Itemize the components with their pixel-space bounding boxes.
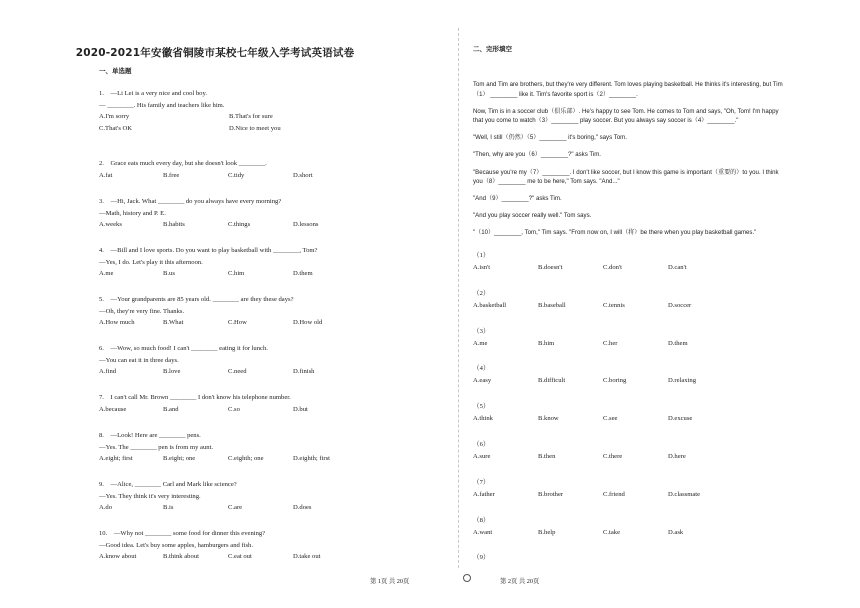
question-reply: —Math, history and P. E.	[99, 209, 166, 217]
question-stem: 9. —Alice, ________ Carl and Mark like science?	[99, 481, 237, 488]
answer-option[interactable]: A.want	[473, 528, 493, 536]
question-reply: —You can eat it in three days.	[99, 356, 179, 364]
option-row	[99, 551, 429, 563]
answer-option[interactable]: D.eighth; first	[293, 455, 330, 462]
page-number-right: 第 2页 共 20页	[500, 578, 540, 585]
answer-option[interactable]: C.eat out	[228, 553, 252, 560]
answer-option[interactable]: A.weeks	[99, 221, 122, 228]
answer-option[interactable]: C.That's OK	[99, 124, 133, 132]
question-3	[99, 196, 429, 231]
cloze-number: （5）	[473, 403, 490, 411]
passage-paragraph	[473, 168, 833, 187]
answer-option[interactable]: D.lessons	[293, 221, 319, 228]
option-row	[473, 300, 833, 312]
answer-option[interactable]: D.does	[293, 504, 312, 511]
answer-option[interactable]: A.think	[473, 415, 493, 423]
cloze-number: （7）	[473, 478, 490, 486]
answer-option[interactable]: B.free	[163, 171, 180, 179]
option-row	[473, 413, 833, 425]
question-stem: 3. —Hi, Jack. What ________ do you always have every morning?	[99, 198, 282, 205]
answer-option[interactable]: A.know about	[99, 553, 137, 560]
answer-option[interactable]: A.me	[473, 339, 488, 347]
passage-line: "And（9）________?" asks Tim.	[473, 195, 562, 203]
option-row	[99, 268, 429, 280]
option-row	[473, 375, 833, 387]
cloze-question-5	[473, 401, 833, 425]
passage-line: "（10）________, Tom," Tim says. "From now on, I will（将）be there when you play basketball games."	[473, 229, 757, 237]
passage-line: "And you play soccer really well." Tom says.	[473, 212, 592, 220]
passage-line: "Well, I still（仍然）（5）________ it's boring," says Tom.	[473, 134, 627, 142]
answer-option[interactable]: A.sure	[473, 453, 491, 460]
cloze-question-8	[473, 515, 833, 539]
question-stem: 6. —Wow, so much food! I can't ________ eating it for lunch.	[99, 345, 268, 352]
answer-option[interactable]: C.her	[603, 339, 618, 347]
option-row	[99, 219, 429, 231]
question-10	[99, 528, 429, 563]
cloze-question-3	[473, 326, 833, 350]
answer-option[interactable]: C.take	[603, 528, 621, 536]
option-row	[99, 366, 429, 378]
question-stem: 8. —Look! Here are ________ pens.	[99, 432, 201, 439]
question-reply: —Yes. They think it's very interesting.	[99, 492, 201, 500]
passage-line: Now, Tim is in a soccer club（俱乐部）. He's happy to see Tom. He comes to Tom and says, "Oh, Tom! I'm happy	[473, 107, 779, 115]
answer-option[interactable]: C.tidy	[228, 171, 245, 179]
question-9	[99, 479, 429, 514]
answer-option[interactable]: D.soccer	[668, 301, 692, 309]
passage-paragraph	[473, 194, 833, 204]
passage-paragraph	[473, 211, 833, 221]
answer-option[interactable]: C.How	[228, 319, 247, 326]
question-6	[99, 343, 429, 378]
answer-option[interactable]: A.basketball	[473, 301, 507, 309]
answer-option[interactable]: C.don't	[603, 264, 622, 271]
passage-paragraph	[473, 107, 833, 126]
answer-option[interactable]: D.finish	[293, 368, 315, 375]
fold-mark-icon	[463, 574, 471, 582]
section-heading-cloze: 二、完形填空	[473, 45, 512, 53]
option-row	[99, 502, 429, 514]
passage-line: "Because you're my（7）________. I don't like soccer, but I know this game is important（重要的）to you. I think	[473, 168, 779, 176]
exam-title: 2020-2021年安徽省铜陵市某校七年级入学考试英语试卷	[75, 47, 355, 59]
question-stem: 7. I can't call Mr. Brown ________ I don't know his telephone number.	[99, 394, 291, 401]
answer-option[interactable]: B.baseball	[538, 301, 566, 309]
answer-option[interactable]: B.love	[163, 368, 181, 375]
answer-option[interactable]: A.father	[473, 490, 495, 498]
answer-option[interactable]: C.friend	[603, 490, 625, 498]
cloze-number: （8）	[473, 516, 490, 524]
cloze-number: （4）	[473, 365, 490, 373]
question-stem: 2. Grace eats much every day, but she doesn't look ________.	[99, 160, 267, 167]
answer-option[interactable]: A.easy	[473, 377, 492, 385]
question-stem: 4. —Bill and I love sports. Do you want to play basketball with ________, Tom?	[99, 247, 318, 254]
option-row	[473, 451, 833, 463]
option-row	[99, 170, 429, 182]
answer-option[interactable]: B.difficult	[538, 377, 566, 385]
passage-line: that you come to watch（3）________ play soccer. But you always say soccer is（4）________."	[473, 117, 739, 125]
answer-option[interactable]: C.there	[603, 453, 623, 460]
cloze-number: （2）	[473, 289, 490, 297]
passage-paragraph	[473, 133, 833, 143]
option-row	[473, 489, 833, 501]
cloze-question-7	[473, 477, 833, 501]
answer-option[interactable]: C.tennis	[603, 301, 625, 309]
passage-line: （1） ________ like it. Tim's favorite sport is（2）________.	[473, 90, 638, 98]
answer-option[interactable]: B.habits	[163, 221, 185, 228]
answer-option[interactable]: B.help	[538, 528, 556, 536]
answer-option[interactable]: A.isn't	[473, 264, 491, 271]
cloze-question-9	[473, 552, 833, 564]
answer-option[interactable]: C.so	[228, 405, 240, 413]
answer-option[interactable]: C.him	[228, 270, 245, 277]
answer-option[interactable]: D.them	[293, 270, 313, 277]
answer-option[interactable]: B.is	[163, 504, 174, 511]
answer-option[interactable]: A.find	[99, 368, 117, 375]
answer-option[interactable]: D.take out	[293, 553, 321, 560]
answer-option[interactable]: D.Nice to meet you	[229, 124, 281, 132]
option-row	[473, 262, 833, 274]
cloze-question-4	[473, 363, 833, 387]
question-8	[99, 430, 429, 465]
passage-line: Tom and Tim are brothers, but they're very different. Tom loves playing basketball. He thinks it's interesting, but Tim	[473, 81, 783, 88]
answer-option[interactable]: D.ask	[668, 528, 684, 536]
cloze-number: （9）	[473, 554, 490, 562]
question-reply: —Good idea. Let's buy some apples, hamburgers and fish.	[99, 541, 253, 549]
page-number-left: 第 1页 共 20页	[370, 578, 410, 585]
passage-paragraph	[473, 228, 833, 238]
option-row	[99, 404, 429, 416]
answer-option[interactable]: C.are	[228, 504, 243, 511]
question-reply: — ________. His family and teachers like him.	[99, 101, 225, 109]
answer-option[interactable]: B.then	[538, 453, 556, 460]
answer-option[interactable]: A.me	[99, 270, 114, 277]
answer-option[interactable]: B.him	[538, 339, 555, 347]
answer-option[interactable]: D.them	[668, 339, 688, 347]
answer-option[interactable]: D.but	[293, 405, 308, 413]
question-stem: 10. —Why not ________ some food for dinner this evening?	[99, 530, 266, 537]
answer-option[interactable]: A.I'm sorry	[99, 113, 130, 120]
answer-option[interactable]: B.know	[538, 415, 559, 423]
cloze-question-2	[473, 288, 833, 312]
question-stem: 5. —Your grandparents are 85 years old. ________ are they these days?	[99, 296, 294, 303]
answer-option[interactable]: B.eight; one	[163, 455, 196, 462]
answer-option[interactable]: A.fat	[99, 171, 113, 179]
passage-paragraph	[473, 150, 833, 160]
cloze-number: （3）	[473, 327, 490, 335]
answer-option[interactable]: D.can't	[668, 264, 687, 271]
option-row	[99, 123, 429, 135]
question-reply: —Yes. The ________ pen is from my aunt.	[99, 443, 214, 451]
passage-line: "Then, why are you（6）________?" asks Tim.	[473, 151, 601, 159]
answer-option[interactable]: C.things	[228, 221, 251, 228]
answer-option[interactable]: B.doesn't	[538, 264, 563, 271]
answer-option[interactable]: B.think about	[163, 553, 199, 560]
section-heading-single-choice: 一、单选题	[99, 67, 132, 75]
answer-option[interactable]: C.eighth; one	[228, 455, 264, 462]
answer-option[interactable]: A.eight; first	[99, 455, 133, 462]
answer-option[interactable]: B.us	[163, 270, 175, 277]
option-row	[473, 338, 833, 350]
cloze-passage	[473, 80, 833, 238]
passage-paragraph	[473, 80, 833, 99]
answer-option[interactable]: C.boring	[603, 377, 627, 385]
answer-option[interactable]: B.That's for sure	[229, 113, 273, 120]
answer-option[interactable]: A.because	[99, 405, 127, 413]
answer-option[interactable]: A.How much	[99, 319, 135, 326]
answer-option[interactable]: D.here	[668, 453, 686, 460]
option-row	[99, 317, 429, 329]
question-1	[99, 88, 429, 134]
answer-option[interactable]: B.What	[163, 319, 184, 326]
answer-option[interactable]: D.classmate	[668, 490, 701, 498]
answer-option[interactable]: C.see	[603, 415, 618, 423]
passage-line: you（8）________ me to be here," Tom says. "And..."	[473, 178, 620, 186]
question-stem: 1. —Li Lei is a very nice and cool boy.	[99, 90, 207, 97]
question-reply: —Yes, I do. Let's play it this afternoon.	[99, 258, 203, 266]
answer-option[interactable]: B.brother	[538, 490, 564, 498]
cloze-question-6	[473, 439, 833, 463]
answer-option[interactable]: D.short	[293, 171, 313, 179]
cloze-question-1	[473, 250, 833, 274]
cloze-number: （6）	[473, 441, 490, 448]
question-4	[99, 245, 429, 280]
answer-option[interactable]: B.and	[163, 405, 179, 413]
answer-option[interactable]: A.do	[99, 504, 113, 511]
question-2	[99, 158, 429, 181]
option-row	[473, 527, 833, 539]
option-row	[99, 453, 429, 465]
option-row	[99, 111, 429, 123]
question-reply: —Oh, they're very fine. Thanks.	[99, 307, 185, 315]
answer-option[interactable]: C.need	[228, 368, 247, 375]
answer-option[interactable]: D.How old	[293, 319, 323, 326]
question-7	[99, 392, 429, 415]
question-5	[99, 294, 429, 329]
answer-option[interactable]: D.relaxing	[668, 377, 697, 385]
answer-option[interactable]: D.excuse	[668, 415, 693, 423]
cloze-number: （1）	[473, 252, 490, 259]
